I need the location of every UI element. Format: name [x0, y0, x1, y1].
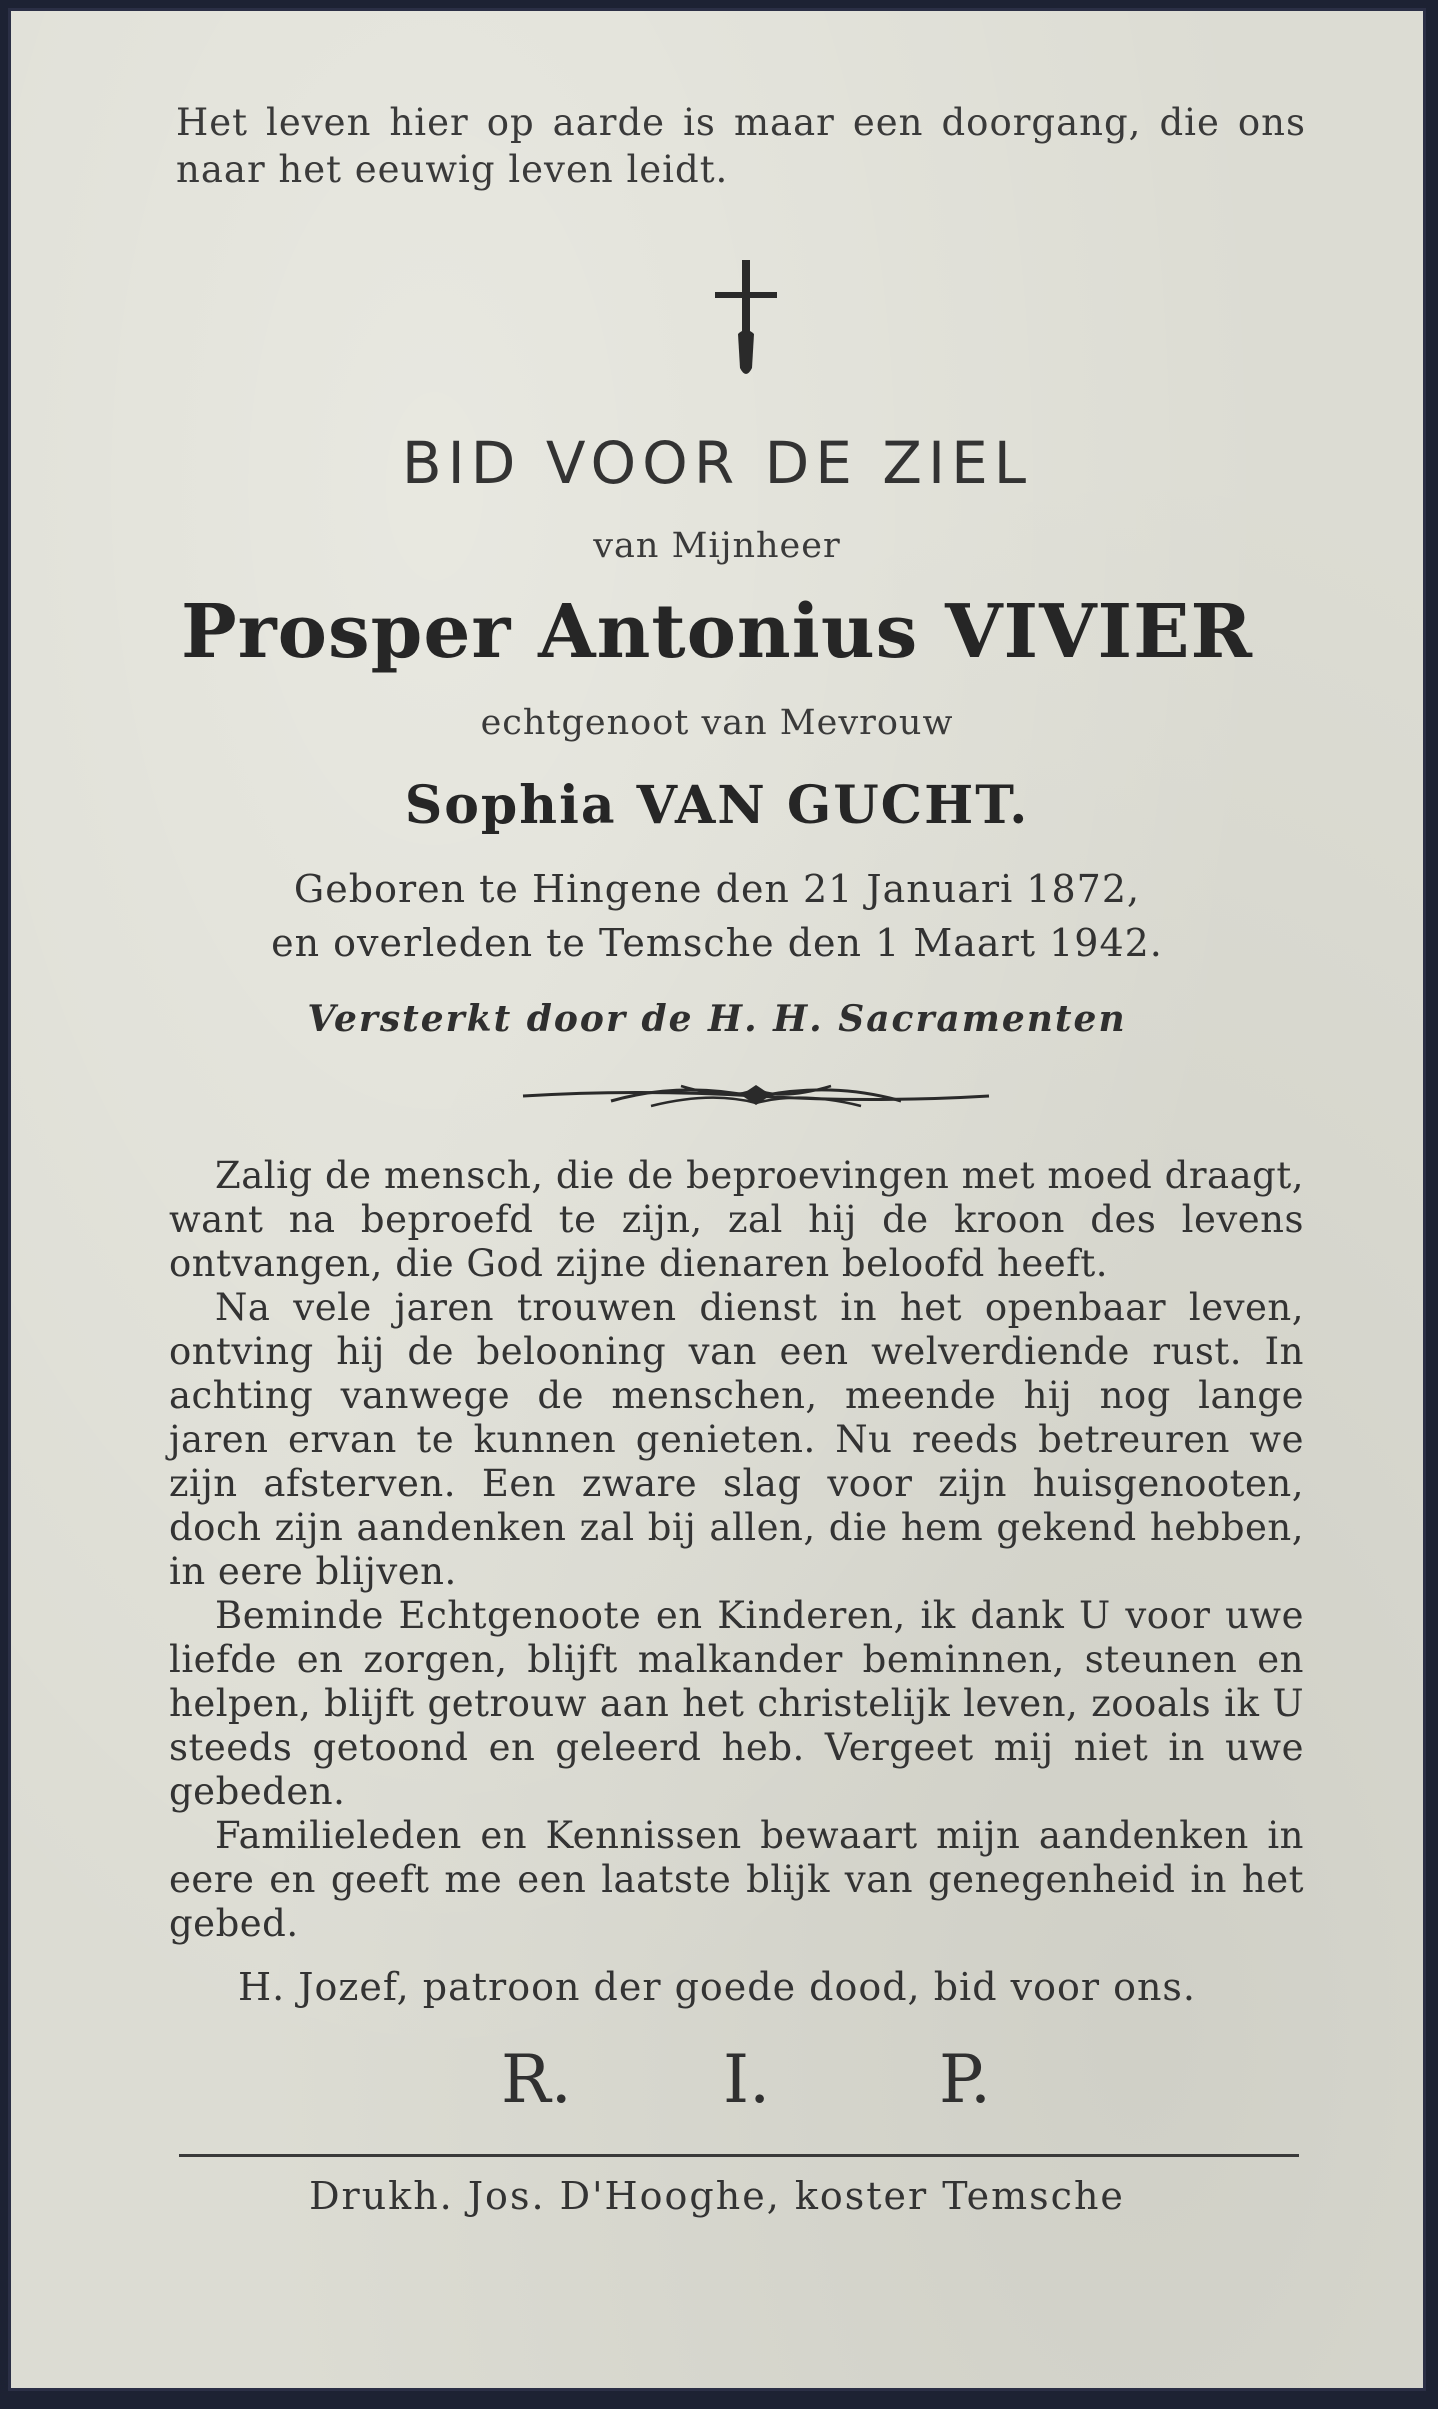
death-line: en overleden te Temsche den 1 Maart 1942. — [271, 921, 1163, 965]
spouse-intro: echtgenoot van Mevrouw — [480, 703, 954, 743]
prayer-line: H. Jozef, patroon der goede dood, bid voor ons. — [238, 1965, 1196, 2009]
ornament-divider-icon — [521, 1071, 991, 1121]
deceased-name: Prosper Antonius VIVIER — [180, 589, 1254, 675]
printer-line: Drukh. Jos. D'Hooghe, koster Temsche — [309, 2174, 1125, 2218]
cross-icon — [711, 256, 781, 381]
divider-line — [179, 2154, 1299, 2157]
paragraph: Na vele jaren trouwen dienst in het openbaar leven, ontving hij de belooning van een welverdiende rust. In achting vanwege de menschen, meende hij nog lange jaren ervan te kunnen genieten. Nu reeds betreuren we zijn afsterven. Een zware slag voor zijn huisgenooten, doch zijn aandenken zal bij allen, die hem gekend hebben, in eere blijven. — [169, 1286, 1304, 1593]
rip-letter: I. — [723, 2041, 771, 2118]
body-text — [169, 1154, 1304, 1946]
paragraph: Zalig de mensch, die de beproevingen met moed draagt, want na beproefd te zijn, zal hij de kroon des levens ontvangen, die God zijne dienaren beloofd heeft. — [169, 1154, 1304, 1285]
motto-text: Het leven hier op aarde is maar een doorgang, die ons naar het eeuwig leven leidt. — [176, 101, 1306, 191]
title-intro: van Mijnheer — [593, 526, 841, 566]
rip-letter: P. — [939, 2041, 992, 2118]
paragraph: Familieleden en Kennissen bewaart mijn aandenken in eere en geeft me een laatste blijk van genegenheid in het gebed. — [169, 1814, 1304, 1945]
memorial-card — [8, 8, 1426, 2391]
rip-letter: R. — [501, 2041, 572, 2118]
spouse-name: Sophia VAN GUCHT. — [404, 775, 1030, 836]
sacraments-line: Versterkt door de H. H. Sacramenten — [307, 998, 1127, 1040]
rip-initials — [11, 2041, 1423, 2118]
heading: BID VOOR DE ZIEL — [401, 429, 1033, 497]
paragraph: Beminde Echtgenoote en Kinderen, ik dank U voor uwe liefde en zorgen, blijft malkander beminnen, steunen en helpen, blijft getrouw aan het christelijk leven, zooals ik U steeds getoond en geleerd heb. Vergeet mij niet in uwe gebeden. — [169, 1594, 1304, 1813]
birth-line: Geboren te Hingene den 21 Januari 1872, — [293, 867, 1141, 911]
